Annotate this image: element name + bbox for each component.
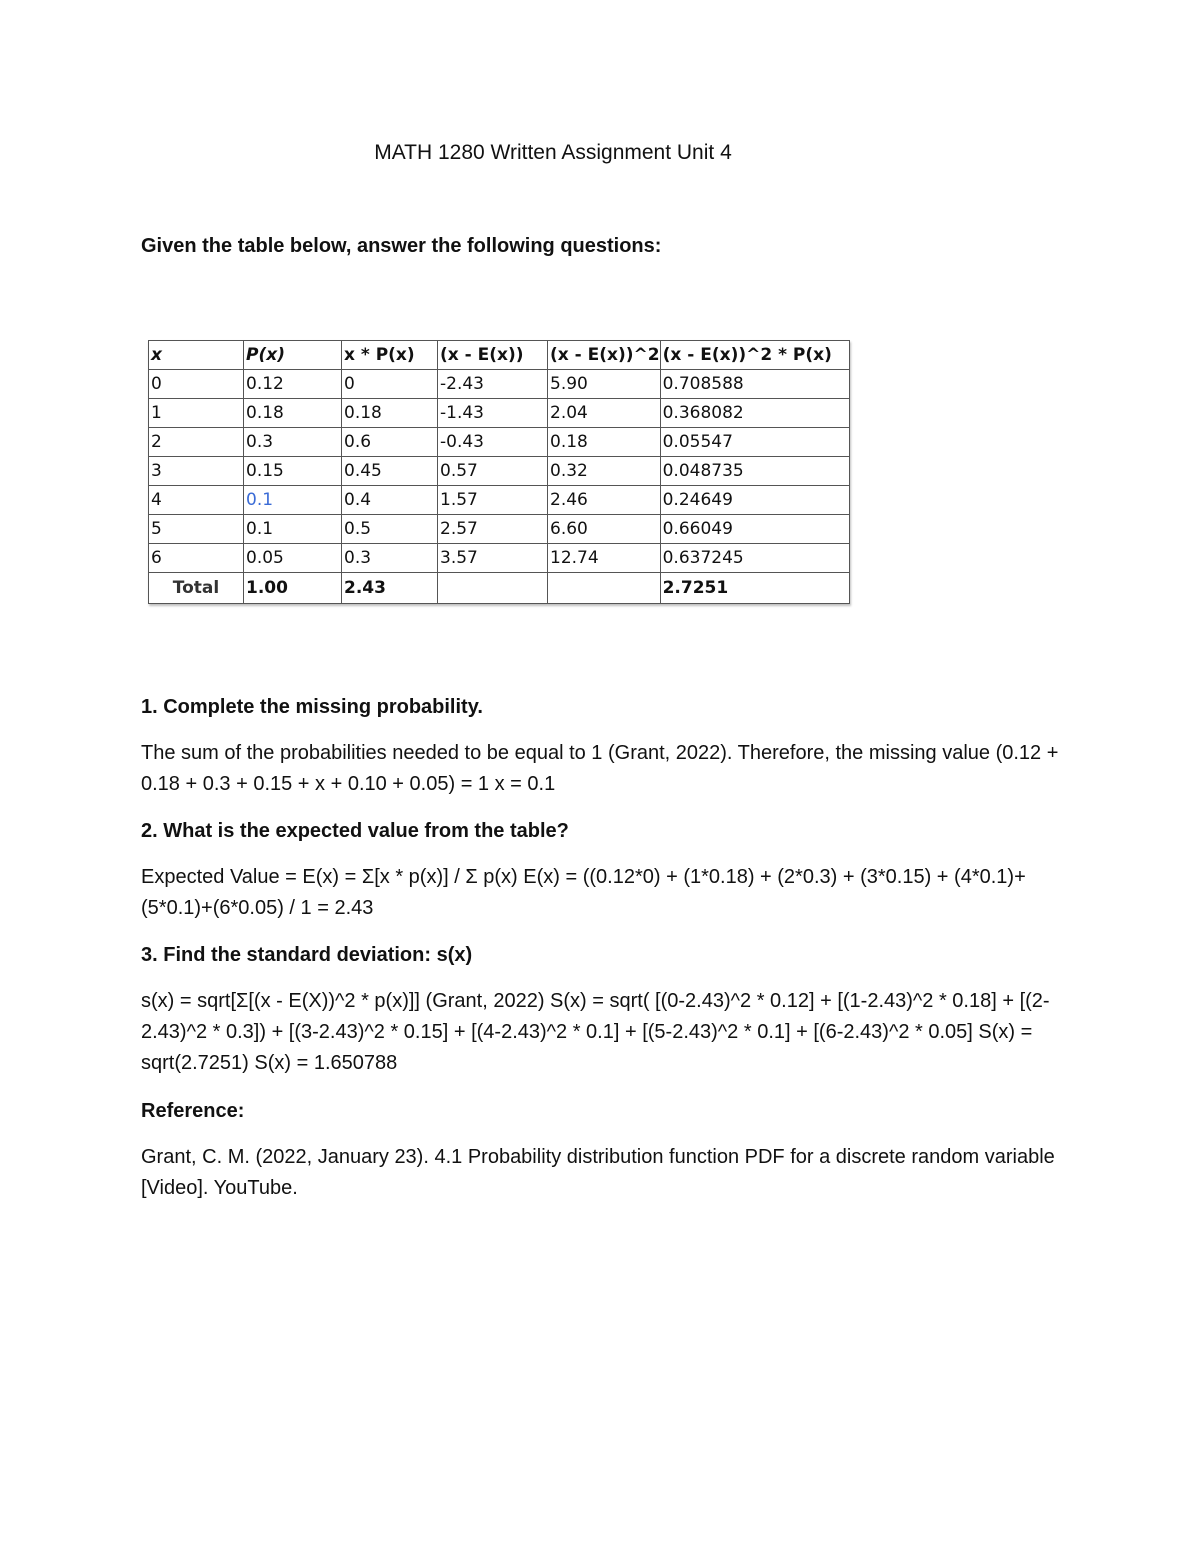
table-row (149, 399, 850, 428)
question-2-heading: 2. What is the expected value from the table? (141, 820, 569, 842)
cell-weighted-squared-deviation: 0.368082 (660, 399, 849, 428)
table-header-row (149, 341, 850, 370)
cell-deviation: -1.43 (438, 399, 548, 428)
cell-x-times-px: 0.18 (342, 399, 438, 428)
cell-squared-deviation: 0.18 (548, 428, 661, 457)
header-weighted-squared-deviation: (x - E(x))^2 * P(x) (660, 341, 849, 370)
table-row (149, 428, 850, 457)
table-row (149, 544, 850, 573)
cell-x: 4 (149, 486, 244, 515)
cell-px: 0.1 (244, 515, 342, 544)
cell-squared-deviation: 12.74 (548, 544, 661, 573)
table-total-row (149, 573, 850, 604)
intro-text: Given the table below, answer the following questions: (141, 235, 662, 257)
cell-squared-deviation: 0.32 (548, 457, 661, 486)
cell-deviation: 2.57 (438, 515, 548, 544)
total-weighted-squared-deviation: 2.7251 (660, 573, 849, 604)
cell-x-times-px: 0.3 (342, 544, 438, 573)
cell-weighted-squared-deviation: 0.637245 (660, 544, 849, 573)
question-1-heading: 1. Complete the missing probability. (141, 696, 483, 718)
cell-x-times-px: 0.5 (342, 515, 438, 544)
cell-deviation: -0.43 (438, 428, 548, 457)
table-row (149, 486, 850, 515)
probability-table (148, 340, 850, 604)
table-row (149, 370, 850, 399)
cell-x: 2 (149, 428, 244, 457)
cell-x-times-px: 0.4 (342, 486, 438, 515)
cell-squared-deviation: 6.60 (548, 515, 661, 544)
header-squared-deviation: (x - E(x))^2 (548, 341, 661, 370)
cell-deviation: 1.57 (438, 486, 548, 515)
page-title: MATH 1280 Written Assignment Unit 4 (374, 141, 732, 164)
header-x: x (149, 341, 244, 370)
question-1-answer: The sum of the probabilities needed to be equal to 1 (Grant, 2022). Therefore, the missing value (0.12 + 0.18 + 0.3 + 0.15 + x + 0.10 + 0.05) = 1 x = 0.1 (141, 742, 1059, 795)
cell-deviation: -2.43 (438, 370, 548, 399)
total-squared-deviation (548, 573, 661, 604)
total-px: 1.00 (244, 573, 342, 604)
cell-x: 3 (149, 457, 244, 486)
cell-x-times-px: 0.6 (342, 428, 438, 457)
cell-weighted-squared-deviation: 0.66049 (660, 515, 849, 544)
cell-weighted-squared-deviation: 0.708588 (660, 370, 849, 399)
cell-deviation: 3.57 (438, 544, 548, 573)
question-3-answer: s(x) = sqrt[Σ[(x - E(X))^2 * p(x)]] (Grant, 2022) S(x) = sqrt( [(0-2.43)^2 * 0.12] + [(1-2.43)^2 * 0.18] + [(2-2.43)^2 * 0.3]) + [(3-2.43)^2 * 0.15] + [(4-2.43)^2 * 0.1] + [(5-2.43)^2 * 0.1] + [(6-2.43)^2 * 0.05] S(x) = sqrt(2.7251) S(x) = 1.650788 (141, 990, 1050, 1074)
cell-weighted-squared-deviation: 0.048735 (660, 457, 849, 486)
table-row (149, 457, 850, 486)
cell-x-times-px: 0.45 (342, 457, 438, 486)
cell-x-times-px: 0 (342, 370, 438, 399)
cell-px-missing-value: 0.1 (244, 486, 342, 515)
question-3-heading: 3. Find the standard deviation: s(x) (141, 944, 473, 966)
cell-squared-deviation: 5.90 (548, 370, 661, 399)
cell-squared-deviation: 2.04 (548, 399, 661, 428)
table-row (149, 515, 850, 544)
cell-px: 0.3 (244, 428, 342, 457)
cell-px: 0.05 (244, 544, 342, 573)
cell-x: 6 (149, 544, 244, 573)
cell-squared-deviation: 2.46 (548, 486, 661, 515)
header-deviation: (x - E(x)) (438, 341, 548, 370)
total-deviation (438, 573, 548, 604)
header-px: P(x) (244, 341, 342, 370)
reference-heading: Reference: (141, 1100, 245, 1122)
question-2-answer: Expected Value = E(x) = Σ[x * p(x)] / Σ p(x) E(x) = ((0.12*0) + (1*0.18) + (2*0.3) + (3*0.15) + (4*0.1)+(5*0.1)+(6*0.05) / 1 = 2.43 (141, 866, 1026, 919)
cell-deviation: 0.57 (438, 457, 548, 486)
cell-x: 0 (149, 370, 244, 399)
cell-weighted-squared-deviation: 0.05547 (660, 428, 849, 457)
cell-px: 0.12 (244, 370, 342, 399)
total-label: Total (149, 573, 244, 604)
cell-weighted-squared-deviation: 0.24649 (660, 486, 849, 515)
cell-x: 1 (149, 399, 244, 428)
cell-px: 0.15 (244, 457, 342, 486)
cell-x: 5 (149, 515, 244, 544)
header-x-times-px: x * P(x) (342, 341, 438, 370)
total-x-times-px: 2.43 (342, 573, 438, 604)
reference-citation: Grant, C. M. (2022, January 23). 4.1 Probability distribution function PDF for a discrete random variable [Video]. YouTube. (141, 1146, 1055, 1199)
cell-px: 0.18 (244, 399, 342, 428)
